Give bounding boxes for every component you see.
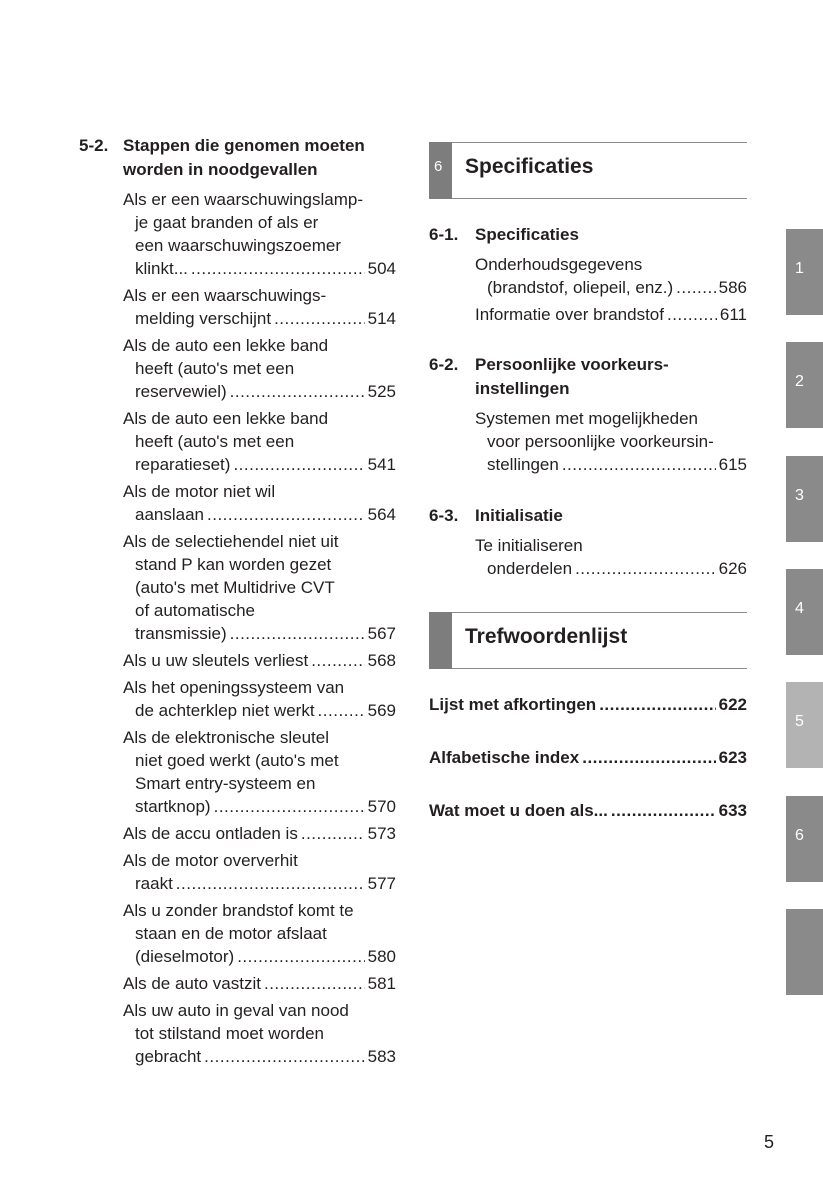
- section-title-line: Initialisatie: [475, 506, 563, 525]
- toc-entry[interactable]: [123, 999, 396, 1068]
- leader-dots: [237, 945, 364, 968]
- toc-entry-line: of automatische: [135, 601, 256, 620]
- leader-dots: [207, 503, 365, 526]
- leader-dots: [318, 699, 365, 722]
- index-entry[interactable]: [429, 801, 747, 821]
- section-title: [475, 223, 579, 247]
- toc-entry-page: 569: [367, 701, 396, 720]
- toc-entry-text: (dieselmotor): [135, 947, 235, 966]
- toc-entry-page: 626: [718, 559, 747, 578]
- toc-entry-line: Als u zonder brandstof komt te: [123, 901, 354, 920]
- section-title: [123, 134, 403, 182]
- toc-entry[interactable]: [475, 253, 747, 299]
- toc-entry-line: Smart entry-systeem en: [135, 774, 316, 793]
- toc-entry-text: gebracht: [135, 1047, 202, 1066]
- toc-entry[interactable]: [123, 407, 396, 476]
- section-title-line: Specificaties: [475, 225, 579, 244]
- leader-dots: [311, 649, 364, 672]
- toc-entry-page: 615: [718, 455, 747, 474]
- toc-entry[interactable]: [123, 849, 396, 895]
- chapter-bottom-rule: [429, 198, 747, 199]
- toc-entry[interactable]: [475, 303, 747, 326]
- toc-entry-page: 580: [367, 947, 396, 966]
- toc-entry[interactable]: [123, 530, 396, 645]
- toc-entry[interactable]: [475, 407, 747, 476]
- leader-dots: [667, 303, 717, 326]
- toc-entry[interactable]: [123, 480, 396, 526]
- section-number: 6-1.: [429, 225, 459, 244]
- toc-entry[interactable]: [123, 899, 396, 968]
- toc-entry-line: Als de motor oververhit: [123, 851, 298, 870]
- toc-entry-text: Als de accu ontladen is: [123, 824, 298, 843]
- toc-entry-page: 573: [367, 824, 396, 843]
- toc-entry-text: Informatie over brandstof: [475, 305, 664, 324]
- side-tab-label: 4: [795, 600, 804, 617]
- leader-dots: [230, 622, 365, 645]
- toc-entry-line: Als uw auto in geval van nood: [123, 1001, 349, 1020]
- toc-entry[interactable]: [123, 726, 396, 818]
- toc-entry-text: onderdelen: [487, 559, 573, 578]
- toc-entry-page: 514: [367, 309, 396, 328]
- toc-entry-line: een waarschuwingszoemer: [135, 236, 341, 255]
- toc-entry-line: tot stilstand moet worden: [135, 1024, 324, 1043]
- toc-entry-text: reparatieset): [135, 455, 231, 474]
- index-entry-page: 622: [718, 695, 747, 714]
- toc-entry[interactable]: [123, 822, 396, 845]
- index-entry-label: Lijst met afkortingen: [429, 695, 597, 714]
- toc-entry[interactable]: [123, 188, 396, 280]
- index-entry[interactable]: [429, 695, 747, 715]
- toc-entry-page: 504: [367, 259, 396, 278]
- toc-entry[interactable]: [475, 534, 747, 580]
- index-box: [429, 612, 452, 669]
- toc-entry-line: Als de elektronische sleutel: [123, 728, 330, 747]
- page-number: 5: [764, 1132, 775, 1152]
- toc-entry-text: melding verschijnt: [135, 309, 272, 328]
- toc-entry-line: (auto's met Multidrive CVT: [135, 578, 335, 597]
- chapter-title: Specificaties: [465, 155, 594, 178]
- toc-entry-text: reservewiel): [135, 382, 227, 401]
- index-entry-label: Alfabetische index: [429, 748, 580, 767]
- index-entry-label: Wat moet u doen als...: [429, 801, 608, 820]
- index-top-rule: [429, 612, 747, 613]
- toc-entry-page: 586: [718, 278, 747, 297]
- toc-entry-text: klinkt...: [135, 259, 188, 278]
- toc-entry-line: Te initialiseren: [475, 536, 583, 555]
- side-tab-label: 1: [795, 260, 804, 277]
- section-number: 6-2.: [429, 355, 459, 374]
- section-title-line: instellingen: [475, 379, 570, 398]
- toc-entry[interactable]: [123, 284, 396, 330]
- side-tab-label: 5: [795, 713, 804, 730]
- toc-entry-line: Als de selectiehendel niet uit: [123, 532, 339, 551]
- section-number: 6-3.: [429, 506, 459, 525]
- leader-dots: [562, 453, 716, 476]
- toc-entry[interactable]: [123, 972, 396, 995]
- toc-entry-page: 611: [719, 305, 747, 324]
- toc-entry-text: (brandstof, oliepeil, enz.): [487, 278, 674, 297]
- leader-dots: [264, 972, 365, 995]
- toc-entry-line: staan en de motor afslaat: [135, 924, 327, 943]
- chapter-number-box: [429, 142, 452, 199]
- toc-entry-line: Onderhoudsgegevens: [475, 255, 643, 274]
- toc-entry-page: 525: [367, 382, 396, 401]
- side-tab-label: 6: [795, 827, 804, 844]
- toc-entry-page: 570: [367, 797, 396, 816]
- side-tab-7[interactable]: [786, 909, 823, 995]
- toc-entry-page: 567: [367, 624, 396, 643]
- toc-entry-text: Als u uw sleutels verliest: [123, 651, 309, 670]
- toc-entry[interactable]: [123, 334, 396, 403]
- toc-entry-line: Als er een waarschuwings-: [123, 286, 327, 305]
- leader-dots: [676, 276, 715, 299]
- toc-entry-text: transmissie): [135, 624, 227, 643]
- toc-entry-page: 564: [367, 505, 396, 524]
- index-entry-page: 633: [718, 801, 747, 820]
- leader-dots: [575, 557, 716, 580]
- toc-entry-line: Als de auto een lekke band: [123, 336, 329, 355]
- toc-entry-line: stand P kan worden gezet: [135, 555, 332, 574]
- index-entry[interactable]: [429, 748, 747, 768]
- side-tab-5[interactable]: [786, 682, 823, 768]
- toc-entry-line: voor persoonlijke voorkeursin-: [487, 432, 714, 451]
- section-title-line: worden in noodgevallen: [123, 160, 318, 179]
- toc-entry-line: heeft (auto's met een: [135, 432, 295, 451]
- toc-entry-line: je gaat branden of als er: [135, 213, 319, 232]
- leader-dots: [191, 257, 365, 280]
- leader-dots: [176, 872, 365, 895]
- index-bottom-rule: [429, 668, 747, 669]
- toc-entry-line: Als de motor niet wil: [123, 482, 276, 501]
- toc-entry-page: 577: [367, 874, 396, 893]
- leader-dots: [230, 380, 365, 403]
- leader-dots: [233, 453, 364, 476]
- section-number: 5-2.: [79, 136, 109, 155]
- toc-entry[interactable]: [123, 676, 396, 722]
- toc-entry-text: aanslaan: [135, 505, 205, 524]
- side-tab-1[interactable]: [786, 229, 823, 315]
- toc-entry-line: Als het openingssysteem van: [123, 678, 345, 697]
- toc-entry-page: 583: [367, 1047, 396, 1066]
- section-title: [475, 504, 563, 528]
- toc-entry[interactable]: [123, 649, 396, 672]
- chapter-number: 6: [434, 158, 443, 175]
- toc-entry-text: de achterklep niet werkt: [135, 701, 315, 720]
- leader-dots: [274, 307, 365, 330]
- toc-entry-line: Als de auto een lekke band: [123, 409, 329, 428]
- index-entry-page: 623: [718, 748, 747, 767]
- toc-entry-text: startknop): [135, 797, 211, 816]
- side-tab-4[interactable]: [786, 569, 823, 655]
- side-tab-6[interactable]: [786, 796, 823, 882]
- leader-dots: [214, 795, 365, 818]
- toc-entry-line: heeft (auto's met een: [135, 359, 295, 378]
- side-tab-2[interactable]: [786, 342, 823, 428]
- index-title: Trefwoordenlijst: [465, 625, 628, 648]
- chapter-top-rule: [429, 142, 747, 143]
- side-tab-label: 3: [795, 487, 804, 504]
- toc-entry-text: Als de auto vastzit: [123, 974, 261, 993]
- leader-dots: [301, 822, 365, 845]
- side-tab-label: 2: [795, 373, 804, 390]
- toc-entry-line: Systemen met mogelijkheden: [475, 409, 699, 428]
- toc-entry-page: 581: [367, 974, 396, 993]
- section-title-line: Stappen die genomen moeten: [123, 136, 365, 155]
- toc-entry-line: Als er een waarschuwingslamp-: [123, 190, 363, 209]
- toc-entry-text: raakt: [135, 874, 173, 893]
- toc-entry-page: 541: [367, 455, 396, 474]
- toc-entry-line: niet goed werkt (auto's met: [135, 751, 339, 770]
- toc-entry-text: stellingen: [487, 455, 559, 474]
- toc-entry-page: 568: [367, 651, 396, 670]
- section-title: [475, 353, 669, 401]
- leader-dots: [204, 1045, 364, 1068]
- side-tab-3[interactable]: [786, 456, 823, 542]
- section-title-line: Persoonlijke voorkeurs-: [475, 355, 669, 374]
